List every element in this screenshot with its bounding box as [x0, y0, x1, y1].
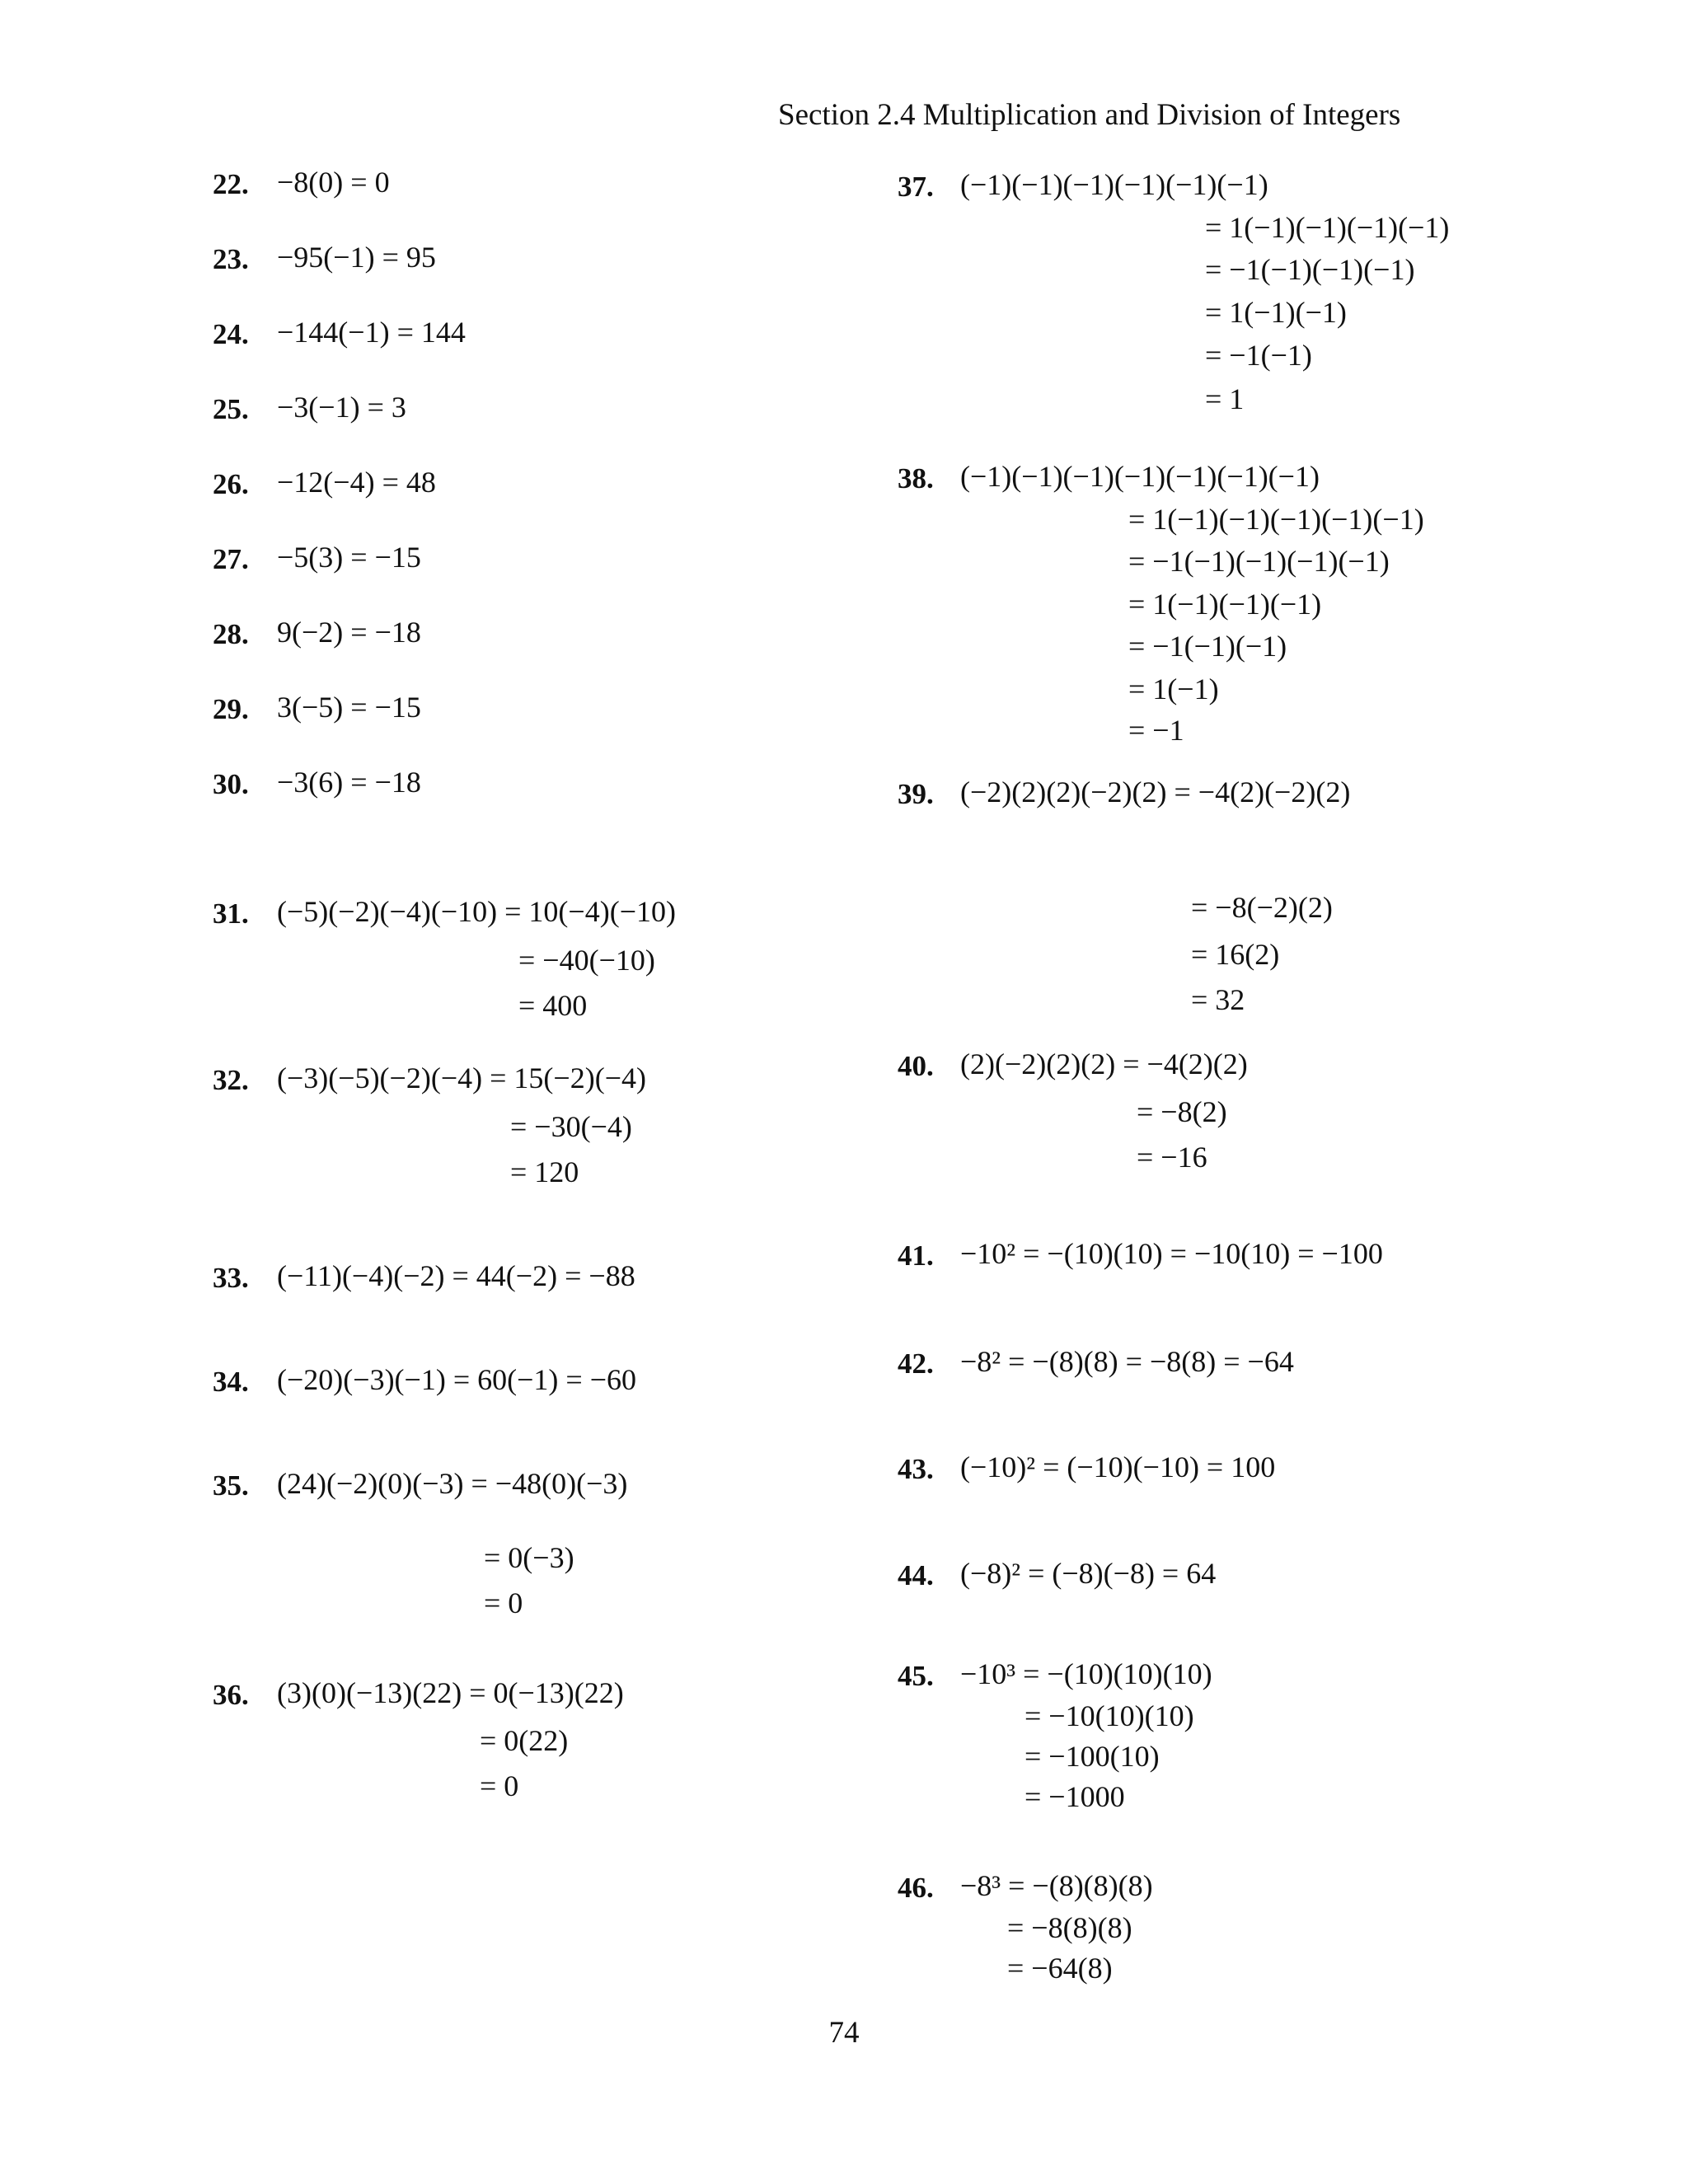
problem-step: = −1: [1128, 714, 1184, 747]
problem-step: = 0(−3): [484, 1541, 574, 1574]
problem-number: 27.: [213, 543, 249, 575]
problem-expression: (−1)(−1)(−1)(−1)(−1)(−1): [960, 168, 1268, 201]
problem-expression: −95(−1) = 95: [277, 241, 436, 274]
problem-step: = −8(−2)(2): [1191, 891, 1333, 924]
problem-expression: −3(6) = −18: [277, 766, 421, 799]
problem-step: = 32: [1191, 983, 1245, 1016]
problem-step: = 1(−1): [1128, 673, 1219, 705]
problem-expression: −10² = −(10)(10) = −10(10) = −100: [960, 1237, 1383, 1270]
problem-step: = −30(−4): [510, 1110, 632, 1143]
problem-expression: (3)(0)(−13)(22) = 0(−13)(22): [277, 1676, 624, 1709]
problem-number: 43.: [898, 1453, 934, 1485]
problem-number: 38.: [898, 462, 934, 494]
problem-step: = 16(2): [1191, 938, 1280, 971]
problem-step: = 1(−1)(−1)(−1): [1128, 588, 1322, 621]
problem-step: = 400: [518, 989, 588, 1022]
problem-number: 30.: [213, 768, 249, 800]
problem-number: 32.: [213, 1064, 249, 1096]
problem-expression: −8³ = −(8)(8)(8): [960, 1869, 1153, 1902]
problem-step: = −40(−10): [518, 944, 655, 977]
problem-step: = −100(10): [1025, 1740, 1160, 1773]
problem-step: = 0: [484, 1586, 523, 1619]
problem-step: = −10(10)(10): [1025, 1699, 1194, 1732]
problem-step: = 1: [1205, 382, 1245, 415]
problem-step: = −1(−1): [1205, 339, 1312, 372]
problem-number: 25.: [213, 393, 249, 425]
problem-expression: −8(0) = 0: [277, 166, 390, 199]
page-number: 74: [828, 2016, 860, 2050]
problem-expression: (2)(−2)(2)(2) = −4(2)(2): [960, 1047, 1248, 1080]
problem-number: 41.: [898, 1240, 934, 1272]
problem-step: = −1(−1)(−1): [1128, 630, 1287, 663]
problem-step: = 0(22): [480, 1724, 569, 1757]
problem-expression: 9(−2) = −18: [277, 616, 421, 649]
problem-step: = −1(−1)(−1)(−1): [1205, 253, 1415, 286]
problem-number: 22.: [213, 168, 249, 200]
problem-number: 33.: [213, 1262, 249, 1294]
problem-number: 37.: [898, 171, 934, 203]
problem-step: = 0: [480, 1769, 519, 1802]
problem-step: = 120: [510, 1155, 579, 1188]
section-header: Section 2.4 Multiplication and Division of Integers: [778, 98, 1401, 132]
problem-number: 31.: [213, 898, 249, 930]
problem-expression: (−1)(−1)(−1)(−1)(−1)(−1)(−1): [960, 460, 1320, 493]
problem-expression: (−5)(−2)(−4)(−10) = 10(−4)(−10): [277, 895, 676, 928]
problem-number: 35.: [213, 1469, 249, 1502]
problem-expression: −12(−4) = 48: [277, 466, 436, 499]
problem-expression: (−8)² = (−8)(−8) = 64: [960, 1557, 1217, 1590]
problem-step: = −8(2): [1137, 1095, 1227, 1128]
problem-number: 44.: [898, 1559, 934, 1591]
problem-expression: (−3)(−5)(−2)(−4) = 15(−2)(−4): [277, 1062, 646, 1094]
problem-step: = 1(−1)(−1): [1205, 296, 1347, 329]
problem-number: 24.: [213, 318, 249, 350]
problem-number: 23.: [213, 243, 249, 275]
problem-step: = −1(−1)(−1)(−1)(−1): [1128, 545, 1390, 578]
problem-number: 34.: [213, 1366, 249, 1398]
problem-number: 46.: [898, 1872, 934, 1904]
problem-number: 36.: [213, 1679, 249, 1711]
problem-step: = −1000: [1025, 1780, 1125, 1813]
problem-expression: (−2)(2)(2)(−2)(2) = −4(2)(−2)(2): [960, 776, 1351, 808]
problem-expression: (−10)² = (−10)(−10) = 100: [960, 1451, 1276, 1483]
problem-expression: −5(3) = −15: [277, 541, 421, 574]
problem-step: = 1(−1)(−1)(−1)(−1)(−1): [1128, 503, 1424, 536]
problem-step: = −64(8): [1007, 1952, 1113, 1985]
problem-number: 45.: [898, 1660, 934, 1692]
problem-expression: (24)(−2)(0)(−3) = −48(0)(−3): [277, 1467, 628, 1500]
problem-number: 40.: [898, 1050, 934, 1082]
problem-expression: −3(−1) = 3: [277, 391, 406, 424]
problem-expression: −10³ = −(10)(10)(10): [960, 1657, 1212, 1690]
problem-expression: 3(−5) = −15: [277, 691, 421, 724]
problem-number: 42.: [898, 1347, 934, 1380]
problem-number: 28.: [213, 618, 249, 650]
problem-step: = −8(8)(8): [1007, 1911, 1132, 1944]
problem-expression: (−11)(−4)(−2) = 44(−2) = −88: [277, 1259, 635, 1292]
problem-number: 26.: [213, 468, 249, 500]
problem-step: = 1(−1)(−1)(−1)(−1): [1205, 211, 1450, 244]
problem-expression: (−20)(−3)(−1) = 60(−1) = −60: [277, 1363, 637, 1396]
problem-step: = −16: [1137, 1141, 1207, 1174]
problem-expression: −144(−1) = 144: [277, 316, 466, 349]
problem-expression: −8² = −(8)(8) = −8(8) = −64: [960, 1345, 1294, 1378]
problem-number: 39.: [898, 778, 934, 810]
problem-number: 29.: [213, 693, 249, 725]
